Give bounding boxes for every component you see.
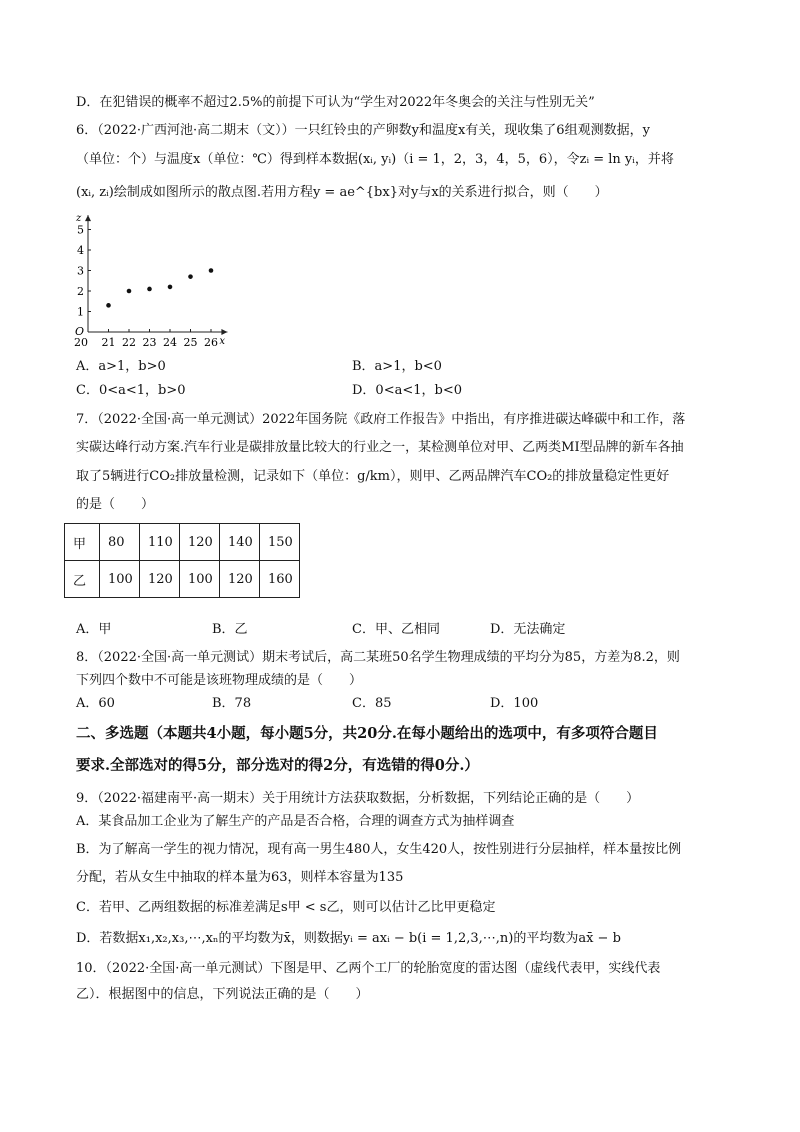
scatter-point [106, 303, 111, 308]
q5-option-d: D．在犯错误的概率不超过2.5%的前提下可认为“学生对2022年冬奥会的关注与性别无关” [76, 95, 595, 110]
q6-stem-line1: 6．（2022·广西河池·高二期末（文））一只红铃虫的产卵数y和温度x有关，现收集了6组观测数据，y [76, 123, 650, 138]
origin-label: O [75, 325, 85, 338]
q7-stem-line3: 取了5辆进行CO₂排放量检测，记录如下（单位：g/km），则甲、乙两品牌汽车CO₂的排放量稳定性更好 [76, 469, 670, 484]
scatter-point [209, 268, 214, 273]
table-cell: 80 [100, 524, 140, 561]
y-tick-label: 1 [77, 305, 84, 319]
q7-option-c: C．甲、乙相同 [352, 622, 440, 637]
table-cell: 120 [140, 561, 180, 598]
x-tick-label: 23 [142, 336, 157, 349]
y-tick-label: 5 [77, 223, 84, 237]
table-row [65, 561, 300, 598]
q6-stem-line3: (xᵢ, zᵢ)绘制成如图所示的散点图.若用方程y = ae^{bx}对y与x的关系进行拟合，则（ ） [76, 185, 608, 200]
x-tick-label: 22 [122, 336, 136, 349]
x-axis-label: x [219, 336, 226, 347]
y-axis-label: z [76, 213, 82, 225]
q6-option-b: B．a>1，b<0 [352, 359, 442, 374]
q8-option-a: A．60 [76, 696, 115, 711]
section-heading-line2: 要求.全部选对的得5分，部分选对的得2分，有选错的得0分.） [76, 757, 479, 774]
table-cell: 120 [180, 524, 220, 561]
q9-stem: 9．（2022·福建南平·高一期末）关于用统计方法获取数据，分析数据，下列结论正确的是（ ） [76, 791, 640, 806]
x-tick-label: 25 [183, 336, 198, 349]
q8-option-d: D．100 [490, 696, 539, 711]
q9-option-d: D．若数据x₁,x₂,x₃,⋯,xₙ的平均数为x̄，则数据yᵢ = axᵢ − b(i = 1,2,3,⋯,n)的平均数为ax̄ − b [76, 931, 621, 946]
table-cell: 乙 [65, 561, 100, 598]
q6-stem-line2: （单位：个）与温度x（单位：℃）得到样本数据(xᵢ, yᵢ)（i = 1，2，3，4，5，6），令zᵢ = ln yᵢ，并将 [76, 152, 674, 167]
y-axis-arrow [85, 215, 91, 221]
scatter-point [188, 274, 193, 279]
y-tick-label: 2 [77, 285, 84, 298]
x-axis-arrow [221, 329, 227, 335]
q7-stem-line1: 7．（2022·全国·高一单元测试）2022年国务院《政府工作报告》中指出，有序推进碳达峰碳中和工作，落 [76, 412, 686, 427]
q9-option-c: C．若甲、乙两组数据的标准差满足s甲 < s乙，则可以估计乙比甲更稳定 [76, 900, 496, 915]
x-tick-label: 21 [101, 336, 116, 349]
table-cell: 甲 [65, 524, 100, 561]
x-tick-label: 24 [163, 336, 177, 349]
q8-option-b: B．78 [212, 696, 252, 711]
q7-stem-line2: 实碳达峰行动方案.汽车行业是碳排放量比较大的行业之一，某检测单位对甲、乙两类MI型品牌的新车各抽 [76, 440, 684, 455]
scatter-point [147, 287, 152, 292]
q6-option-c: C．0<a<1，b>0 [76, 383, 186, 398]
table-cell: 100 [100, 561, 140, 598]
q8-stem-line2: 下列四个数中不可能是该班物理成绩的是（ ） [76, 673, 363, 688]
y-tick-label: 4 [77, 244, 84, 257]
q10-stem-line1: 10．（2022·全国·高一单元测试）下图是甲、乙两个工厂的轮胎宽度的雷达图（虚线代表甲，实线代表 [76, 961, 661, 976]
scatter-point [168, 285, 173, 290]
q8-option-c: C．85 [352, 696, 392, 711]
scatter-point [127, 289, 132, 294]
q6-option-d: D．0<a<1，b<0 [352, 383, 462, 398]
q7-option-b: B．乙 [212, 622, 248, 637]
q9-option-b-line2: 分配，若从女生中抽取的样本量为63，则样本容量为135 [76, 870, 404, 885]
table-cell: 110 [140, 524, 180, 561]
section-heading-line1: 二、多选题（本题共4小题，每小题5分，共20分.在每小题给出的选项中，有多项符合题目 [76, 725, 658, 742]
q7-option-a: A．甲 [76, 622, 112, 637]
scatter-chart [70, 212, 260, 354]
table-cell: 100 [180, 561, 220, 598]
q7-option-d: D．无法确定 [490, 622, 566, 637]
table-cell: 150 [260, 524, 300, 561]
q7-stem-line4: 的是（ ） [76, 497, 155, 512]
q10-stem-line2: 乙）．根据图中的信息，下列说法正确的是（ ） [76, 987, 369, 1002]
q9-option-a: A．某食品加工企业为了解生产的产品是否合格，合理的调查方式为抽样调查 [76, 814, 515, 829]
q9-option-b-line1: B．为了解高一学生的视力情况，现有高一男生480人，女生420人，按性别进行分层抽样，样本量按比例 [76, 842, 682, 857]
table-row [65, 524, 300, 561]
x-tick-label: 26 [204, 336, 218, 349]
y-tick-label: 3 [77, 264, 84, 278]
table-cell: 160 [260, 561, 300, 598]
x-tick-label: 20 [74, 336, 88, 349]
q8-stem-line1: 8．（2022·全国·高一单元测试）期末考试后，高二某班50名学生物理成绩的平均分为85，方差为8.2，则 [76, 650, 680, 665]
emission-table [64, 523, 300, 598]
table-cell: 120 [220, 561, 260, 598]
q6-option-a: A．a>1，b>0 [76, 359, 166, 374]
table-cell: 140 [220, 524, 260, 561]
